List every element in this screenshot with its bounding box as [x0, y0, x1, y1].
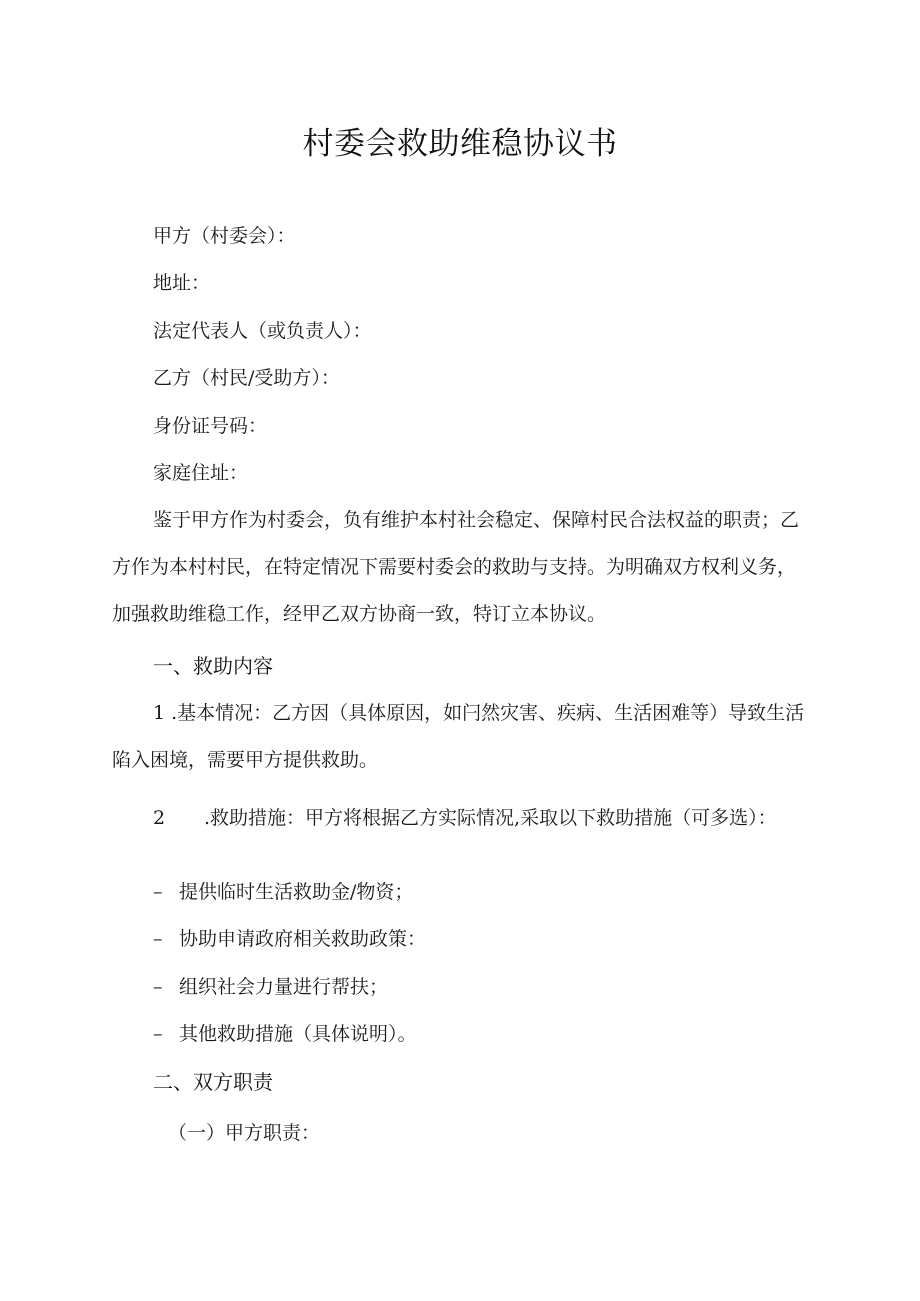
list-dash: – [153, 881, 163, 903]
list-dash: – [153, 928, 163, 950]
party-a-label: 甲方（村委会）： [153, 225, 296, 247]
measure-text: 组织社会力量进行帮扶； [179, 976, 389, 998]
list-dash: – [153, 1023, 163, 1045]
measure-item [153, 880, 413, 904]
preamble-paragraph: 鉴于甲方作为村委会，负有维护本村社会稳定、保障村民合法权益的职责；乙方作为本村村民，在特定情况下需要村委会的救助与支持。为明确双方权利义务，加强救助维稳工作，经甲乙双方协商一致，特订立本协议。 [112, 509, 800, 625]
section-1-item-2 [153, 806, 777, 830]
home-address-label: 家庭住址： [153, 462, 249, 484]
measure-text: 协助申请政府相关救助政策： [179, 928, 427, 950]
measure-text: 其他救助措施（具体说明）。 [179, 1023, 417, 1045]
list-dash: – [153, 976, 163, 998]
item-2-text: .救助措施：甲方将根据乙方实际情况,采取以下救助措施（可多选）： [204, 807, 777, 829]
section-2-sub-1: （一）甲方职责： [168, 1122, 321, 1144]
address-label: 地址： [153, 272, 211, 294]
section-1-heading: 一、救助内容 [153, 654, 273, 678]
legal-rep-label: 法定代表人（或负责人）： [153, 320, 372, 342]
party-b-label: 乙方（村民/受助方）： [153, 367, 340, 389]
id-number-label: 身份证号码： [153, 415, 268, 437]
item-2-number: 2 [153, 807, 166, 829]
measure-text: 提供临时生活救助金/物资； [179, 881, 414, 903]
measure-item [153, 975, 388, 999]
measure-item [153, 1022, 417, 1046]
document-title: 村委会救助维稳协议书 [302, 126, 618, 162]
measure-item [153, 927, 426, 951]
section-2-heading: 二、双方职责 [153, 1070, 273, 1094]
section-1-item-1: 1 .基本情况：乙方因（具体原因，如闩然灾害、疾病、生活困难等）导致生活陷入困境，需要甲方提供救助。 [112, 702, 805, 771]
